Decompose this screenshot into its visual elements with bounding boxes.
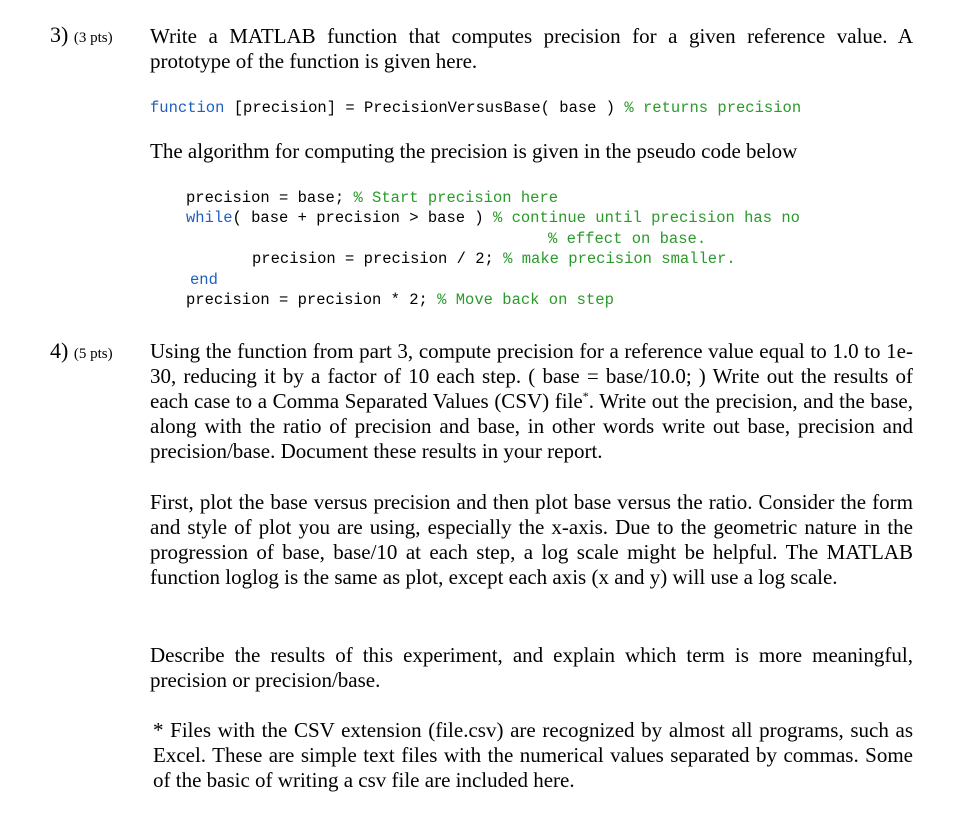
q4-number-label: 4) <box>50 338 69 363</box>
q4-p1-text-a: Using the function from part 3, compute precision for a reference value equal to 1.0 to 1e-30, reducing it by a factor of 10 each step. ( base = base/10.0; ) Write out the results of each case to a Comma Separated Values (CSV) file <box>150 339 913 413</box>
q4-paragraph-2: First, plot the base versus precision and then plot base versus the ratio. Consider the form and style of plot you are using, especially the x-axis. Due to the geometric nature in the progression of base, base/10 at each step, a log scale might be helpful. The MATLAB function loglog is the same as plot, except each axis (x and y) will use a log scale. <box>150 490 913 589</box>
pseudo-end-keyword: end <box>190 271 218 289</box>
prototype-code: [precision] = PrecisionVersusBase( base ) <box>224 99 625 117</box>
pseudo-while-keyword: while <box>186 209 233 227</box>
pseudo-line-2-comment: % continue until precision has no <box>492 209 800 227</box>
pseudo-line-3-comment: % effect on base. <box>548 230 707 248</box>
q3-number-label: 3) <box>50 22 69 47</box>
pseudo-line-1-code: precision = base; <box>186 189 354 207</box>
pseudo-line-2 <box>186 208 800 228</box>
pseudo-line-6-code: precision = precision * 2; <box>186 291 438 309</box>
q4-number <box>50 338 113 364</box>
pseudo-line-1 <box>186 188 558 208</box>
pseudo-line-2-code: ( base + precision > base ) <box>232 209 493 227</box>
q3-algo-intro: The algorithm for computing the precision is given in the pseudo code below <box>150 139 798 163</box>
q3-number <box>50 22 113 48</box>
prototype-comment: % returns precision <box>624 99 802 117</box>
q4-footnote: * Files with the CSV extension (file.csv) are recognized by almost all programs, such as Excel. These are simple text files with the numerical values separated by commas. Some of the basic of writing a csv file are included here. <box>153 718 913 792</box>
pseudo-line-6-comment: % Move back on step <box>437 291 614 309</box>
q4-p1-text-b: . Write out the precision, and the base, along with the ratio of precision and base, in other words write out base, precision and precision/base. Document these results in your report. <box>150 389 913 463</box>
q4-paragraph-1 <box>150 339 913 464</box>
q3-prototype <box>150 98 801 118</box>
q3-points: (3 pts) <box>73 30 113 46</box>
pseudo-line-4 <box>252 249 736 269</box>
prototype-keyword: function <box>150 99 225 117</box>
pseudo-line-4-comment: % make precision smaller. <box>503 250 736 268</box>
pseudo-line-6 <box>186 290 614 310</box>
footnote-marker: * <box>582 389 589 403</box>
pseudo-line-1-comment: % Start precision here <box>353 189 559 207</box>
q3-text: Write a MATLAB function that computes precision for a given reference value. A prototype of the function is given here. <box>150 24 913 73</box>
q4-paragraph-3: Describe the results of this experiment, and explain which term is more meaningful, precision or precision/base. <box>150 643 913 692</box>
pseudo-line-4-code: precision = precision / 2; <box>252 250 504 268</box>
q4-points: (5 pts) <box>73 346 113 362</box>
